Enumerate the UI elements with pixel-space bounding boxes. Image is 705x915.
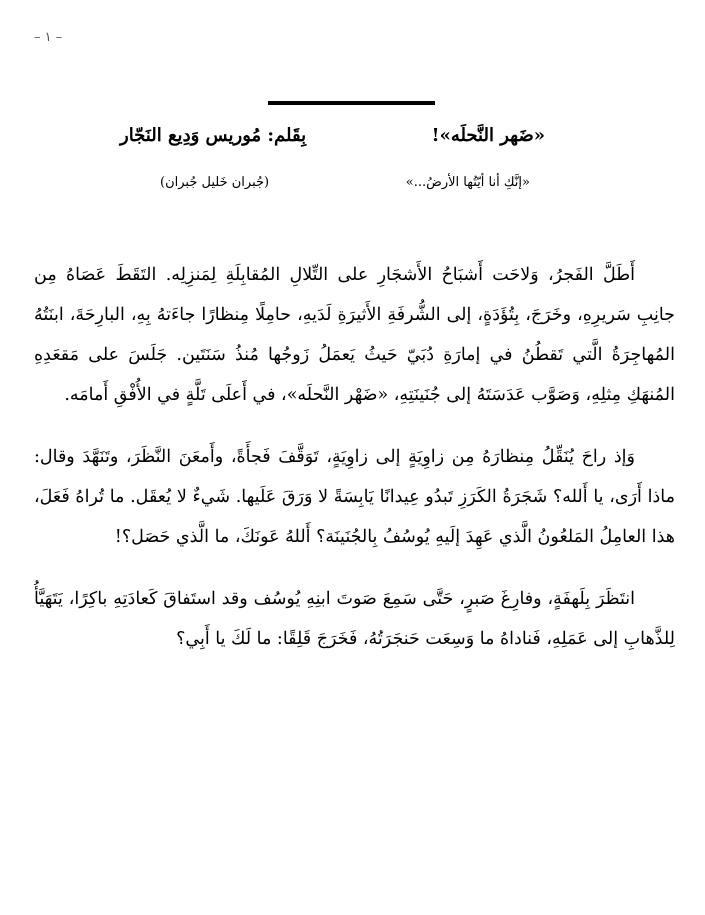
title-row [120,125,545,146]
article-title: «ضَهر النَّحلَه»! [431,125,545,146]
author-byline: بِقَلم: مُوريس وَدِيع النَجّار [120,125,307,146]
article-body [34,255,675,681]
paragraph: وَإذ راحَ يُنَقِّلُ مِنظارَهُ مِن زاوِيَةٍ إلى زاوِيَةٍ، تَوَقَّفَ فَجأَةً، وأَمعَنَ النَّظَرَ، وتَنَهَّدَ وقال: ماذا أَرَى، يا أَلله؟ شَجَرَةُ الكَرَزِ تَبدُو عِيدانًا يَابِسَةً لا وَرَقَ عَلَيها. شَيءٌ لا يُعقَل. ما تُراهُ فَعَلَ، هذا العامِلُ المَلعُونُ الَّذي عَهِدَ إلَيهِ يُوسُفُ بِالجُنَينَة؟ أَللهُ عَونَكَ، ما الَّذي حَصَل؟! [34,447,675,547]
epigraph-quote: «إنَّكِ أنا أيّتُها الأرضُ...» [405,175,530,190]
paragraph: أَطَلَّ الفَجرُ، وَلاحَت أَشبَاحُ الأَشجَارِ على التِّلالِ المُقابِلَةِ لِمَنزِلِه. التَقَطَ عَصَاهُ مِن جانِبِ سَريرِهِ، وخَرَجَ، بِتُؤَدَةٍ، إلى الشُّرفَةِ الأَثيرَةِ لَدَيهِ، حامِلًا مِنظارًا جاءَتهُ بِهِ، البارِحَةَ، ابنَتُهُ المُهاجِرَةُ الَّتي تَقطُنُ في إمارَةِ دُبَيّ حَيثُ يَعمَلُ زَوجُها مُنذُ سَنَتَين. جَلَسَ على مَقعَدِهِ المُنهَكِ مِثلِهِ، وَصَوَّب عَدَسَتَهُ إلى جُنَينَتِهِ، «ضَهْر النَّحلَه»، في أَعلَى تَلَّةٍ في الأُفْقِ أَمامَه. [34,265,675,405]
header-rule [268,101,435,105]
page-number: – ١ – [34,30,63,45]
epigraph-attribution: (جُبران خَليل جُبران) [160,175,270,190]
paragraph: انتَظَرَ بِلَهفَةٍ، وفارِغَ صَبرٍ، حَتَّى سَمِعَ صَوتَ ابنِهِ يُوسُف وقد استَفاقَ كَعادَتِهِ باكِرًا، يَتَهَيَّأُ لِلذَّهابِ إلى عَمَلِهِ، فَناداهُ ما وَسِعَت حَنجَرَتُهُ، فَخَرَجَ قَلِقًا: ما لَكَ يا أَبِي؟ [34,589,675,649]
epigraph [160,175,530,190]
